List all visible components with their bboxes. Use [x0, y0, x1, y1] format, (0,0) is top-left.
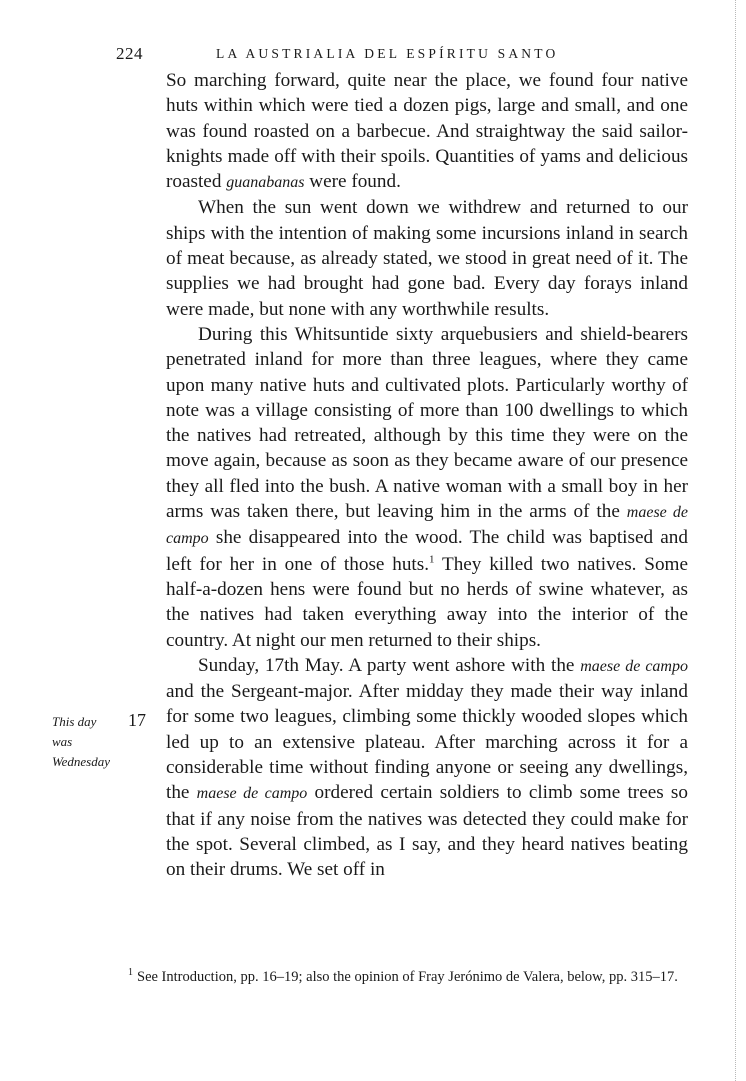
footnote-reference: 1 [429, 553, 435, 566]
footnote [128, 966, 688, 988]
footnote-text: See Introduction, pp. 16–19; also the opinion of Fray Jerónimo de Valera, below, pp. 315–17. [137, 969, 678, 985]
paragraph-4-italic-1: maese de campo [580, 657, 688, 675]
margin-note-line-1: This day [52, 714, 97, 729]
paragraph-4-italic-2: maese de campo [196, 785, 308, 803]
paragraph-4-text-a: Sunday, 17th May. A party went ashore with the [198, 654, 581, 676]
paragraph-1 [166, 68, 688, 195]
paragraph-3-text-b: she disappeared into the wood. The child was baptised and left for her in one of those huts. [166, 527, 688, 575]
running-head: LA AUSTRIALIA DEL ESPÍRITU SANTO [216, 46, 559, 61]
paragraph-2: When the sun went down we withdrew and returned to our ships with the intention of making some incursions inland in search of meat because, as already stated, we stood in great need of it. The supplies we had brought had gone bad. Every day forays inland were made, but none with any worthwhile results. [166, 197, 688, 320]
main-text [166, 68, 688, 883]
paragraph-1-italic: guanabanas [226, 174, 305, 192]
page-number: 224 [116, 44, 143, 63]
paragraph-4 [166, 653, 688, 883]
footnote-mark: 1 [128, 967, 133, 979]
paragraph-3-text-a: During this Whitsuntide sixty arquebusiers and shield-bearers penetrated inland for more than three leagues, where they came upon many native huts and cultivated plots. Particularly worthy of note was a village consisting of more than 100 dwellings to which the natives had retreated, although by this time they were on the move again, because as soon as they became aware of our presence they all fled into the bush. A native woman with a small boy in her arms was taken there, but leaving him in the arms of the [166, 323, 688, 523]
margin-date: 17 [128, 710, 146, 730]
margin-note-line-3: Wednesday [52, 754, 111, 769]
margin-note-line-2: was [52, 734, 73, 749]
paragraph-4-text-b: and the Sergeant-major. After midday they made their way inland for some two leagues, climbing some thickly wooded slopes which led up to an extensive plateau. After marching across it for a considerable time without finding anyone or seeing any dwellings, the [166, 681, 688, 804]
paragraph-4-text-c: ordered certain soldiers to climb some trees so that if any noise from the natives was detected they could make for the spot. Several climbed, as I say, and they heard natives beating on their drums. We set off in [166, 782, 688, 881]
page-edge-marks [735, 0, 746, 1081]
paragraph-3-italic: maese de campo [166, 504, 689, 548]
margin-note [52, 712, 120, 772]
paragraph-1-text-a: So marching forward, quite near the place, we found four native huts within which were tied a dozen pigs, large and small, and one was found roasted on a barbecue. And straightway the said sailor-knights made off with their spoils. Quantities of yams and delicious roasted [166, 70, 688, 193]
paragraph-1-text-b: were found. [304, 171, 401, 193]
paragraph-3 [166, 322, 688, 653]
paragraph-3-text-c: They killed two natives. Some half-a-dozen hens were found but no herds of swine whatever, as the natives had taken everything away into the interior of the country. At night our men returned to their ships. [166, 553, 688, 651]
